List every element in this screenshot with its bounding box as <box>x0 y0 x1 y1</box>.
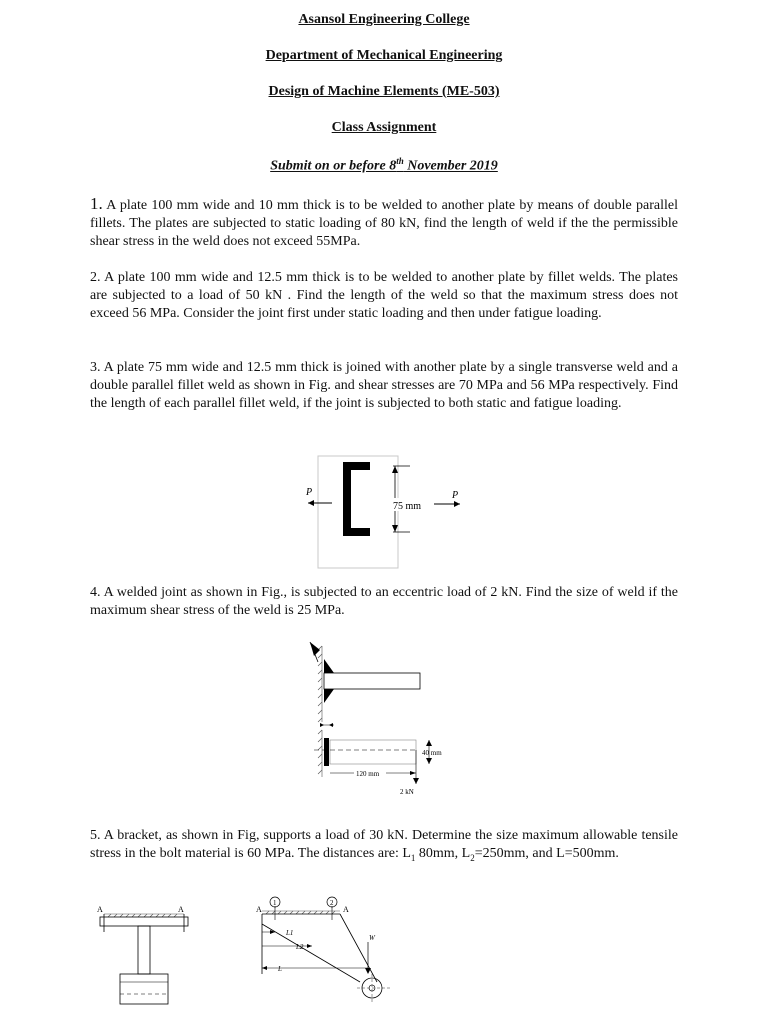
section-label-a-left: A <box>97 905 103 914</box>
question-text: A plate 100 mm wide and 12.5 mm thick is to be welded to another plate by fillet welds. The plates are subjected to a load of 50 kN . Find the length of the weld so that the maximum stress does not exceed 56 MPa. Consider the joint first under static loading and then under fatigue loading. <box>90 270 678 321</box>
question-5 <box>90 827 678 867</box>
load-label: 2 kN <box>400 788 414 796</box>
question-number: 5. <box>90 828 101 843</box>
section-label-a-right: A <box>178 905 184 914</box>
depth-dimension-label: 40 mm <box>422 749 442 757</box>
question-number: 4. <box>90 585 101 600</box>
bolt-label-2: 2 <box>330 899 334 907</box>
question-text: A welded joint as shown in Fig., is subjected to an eccentric load of 2 kN. Find the size of weld if the maximum shear stress of the weld is 25 MPa. <box>90 585 678 618</box>
load-label-right: P <box>452 490 459 501</box>
load-w-label: W <box>369 934 375 942</box>
question-text: A bracket, as shown in Fig, supports a load of 30 kN. Determine the size maximum allowable tensile stress in the bolt material is 60 MPa. The distances are: L <box>90 828 678 861</box>
length-dimension-label: 120 mm <box>356 770 380 778</box>
question-4 <box>90 584 678 620</box>
question-number: 3. <box>90 360 101 375</box>
deadline-prefix: Submit on or before 8 <box>270 158 397 174</box>
question-2 <box>90 269 678 323</box>
deadline-superscript: th <box>396 156 404 166</box>
section-label-a-right: A <box>343 905 349 914</box>
figure-eccentric-weld <box>290 632 460 802</box>
question-text: A plate 75 mm wide and 12.5 mm thick is joined with another plate by a single transverse weld and a double parallel fillet weld as shown in Fig. and shear stresses are 70 MPa and 56 MPa respectively. Find the length of each parallel fillet weld, if the joint is subjected to both static and fatigue loading. <box>90 360 678 411</box>
bolt-label-1: 1 <box>273 899 277 907</box>
distance-l-label: L <box>278 965 282 973</box>
figure-bracket-side-view <box>252 894 412 1012</box>
figure-bracket-front-view <box>90 898 200 1008</box>
submission-deadline <box>0 156 768 175</box>
figure-transverse-parallel-weld <box>300 452 470 572</box>
question-text-mid: 80mm, L <box>415 846 471 861</box>
distance-l2-label: L2 <box>296 943 304 951</box>
question-number: 1. <box>90 194 103 213</box>
deadline-suffix: November 2019 <box>403 158 498 174</box>
question-text: A plate 100 mm wide and 10 mm thick is to be welded to another plate by means of double parallel fillets. The plates are subjected to static loading of 80 kN, find the length of weld if the the permissible shear stress in the weld does not exceed 55MPa. <box>90 198 678 249</box>
department-title: Department of Mechanical Engineering <box>265 48 503 63</box>
subscript-1: 1 <box>410 852 416 863</box>
question-3 <box>90 359 678 413</box>
subscript-2: 2 <box>470 852 475 863</box>
distance-l1-label: L1 <box>286 929 294 937</box>
assignment-title: Class Assignment <box>331 120 437 135</box>
load-label-left: P <box>306 487 313 498</box>
width-dimension-label: 75 mm <box>393 501 422 512</box>
course-title: Design of Machine Elements (ME-503) <box>268 84 500 99</box>
question-number: 2. <box>90 270 101 285</box>
college-title: Asansol Engineering College <box>298 12 470 27</box>
question-text-tail: =250mm, and L=500mm. <box>474 846 619 861</box>
section-label-a-left: A <box>256 905 262 914</box>
question-1 <box>90 195 678 251</box>
